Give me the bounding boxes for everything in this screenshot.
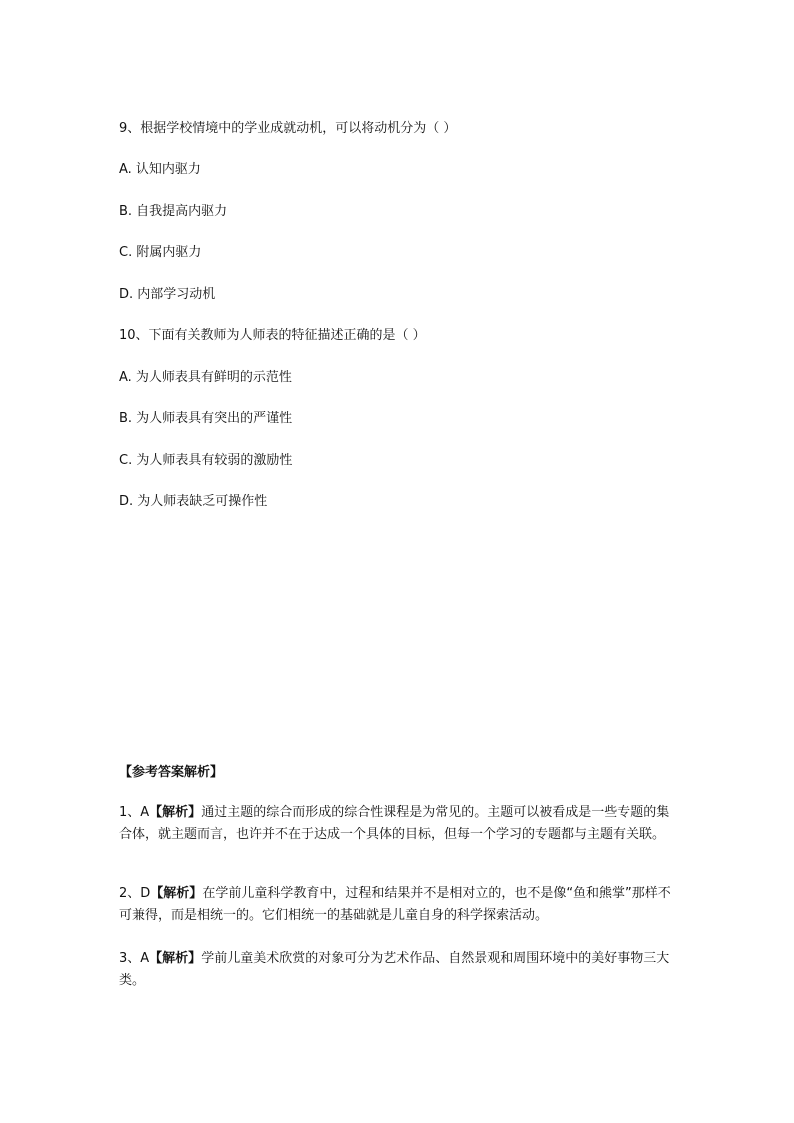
question-9-option-b: B. 自我提高内驱力 — [119, 204, 228, 219]
answer-item-3-text: 学前儿童美术欣赏的对象可分为艺术作品、自然景观和周围环境中的美好事物三大类。 — [119, 951, 670, 988]
answer-item-3-tag: 【解析】 — [149, 951, 202, 966]
question-10-option-b: B. 为人师表具有突出的严谨性 — [119, 411, 293, 426]
question-10-option-c: C. 为人师表具有较弱的激励性 — [119, 453, 293, 468]
answer-item-1-tag: 【解析】 — [149, 805, 202, 820]
question-9-stem: 9、根据学校情境中的学业成就动机，可以将动机分为（ ） — [119, 121, 457, 136]
answer-item-2 — [119, 883, 679, 926]
question-10-option-d: D. 为人师表缺乏可操作性 — [119, 494, 268, 509]
question-9-option-d: D. 内部学习动机 — [119, 287, 216, 302]
answer-section-title: 【参考答案解析】 — [119, 765, 224, 780]
answer-item-3-prefix: 3、A — [119, 951, 150, 966]
question-10-stem: 10、下面有关教师为人师表的特征描述正确的是（ ） — [119, 328, 426, 343]
answer-item-2-text: 在学前儿童科学教育中，过程和结果并不是相对立的，也不是像“鱼和熊掌”那样不可兼得，而是相统一的。它们相统一的基础就是儿童自身的科学探索活动。 — [119, 886, 671, 923]
answer-item-1-prefix: 1、A — [119, 805, 150, 820]
answer-item-2-prefix: 2、D — [119, 886, 151, 901]
question-9-option-c: C. 附属内驱力 — [119, 245, 202, 260]
answer-item-2-tag: 【解析】 — [150, 886, 203, 901]
answer-item-1 — [119, 802, 679, 845]
answer-item-1-text: 通过主题的综合而形成的综合性课程是为常见的。主题可以被看成是一些专题的集合体，就主题而言，也许并不在于达成一个具体的目标，但每一个学习的专题都与主题有关联。 — [119, 805, 670, 842]
question-9-option-a: A. 认知内驱力 — [119, 162, 201, 177]
answer-item-3 — [119, 948, 679, 991]
question-10-option-a: A. 为人师表具有鲜明的示范性 — [119, 370, 292, 385]
